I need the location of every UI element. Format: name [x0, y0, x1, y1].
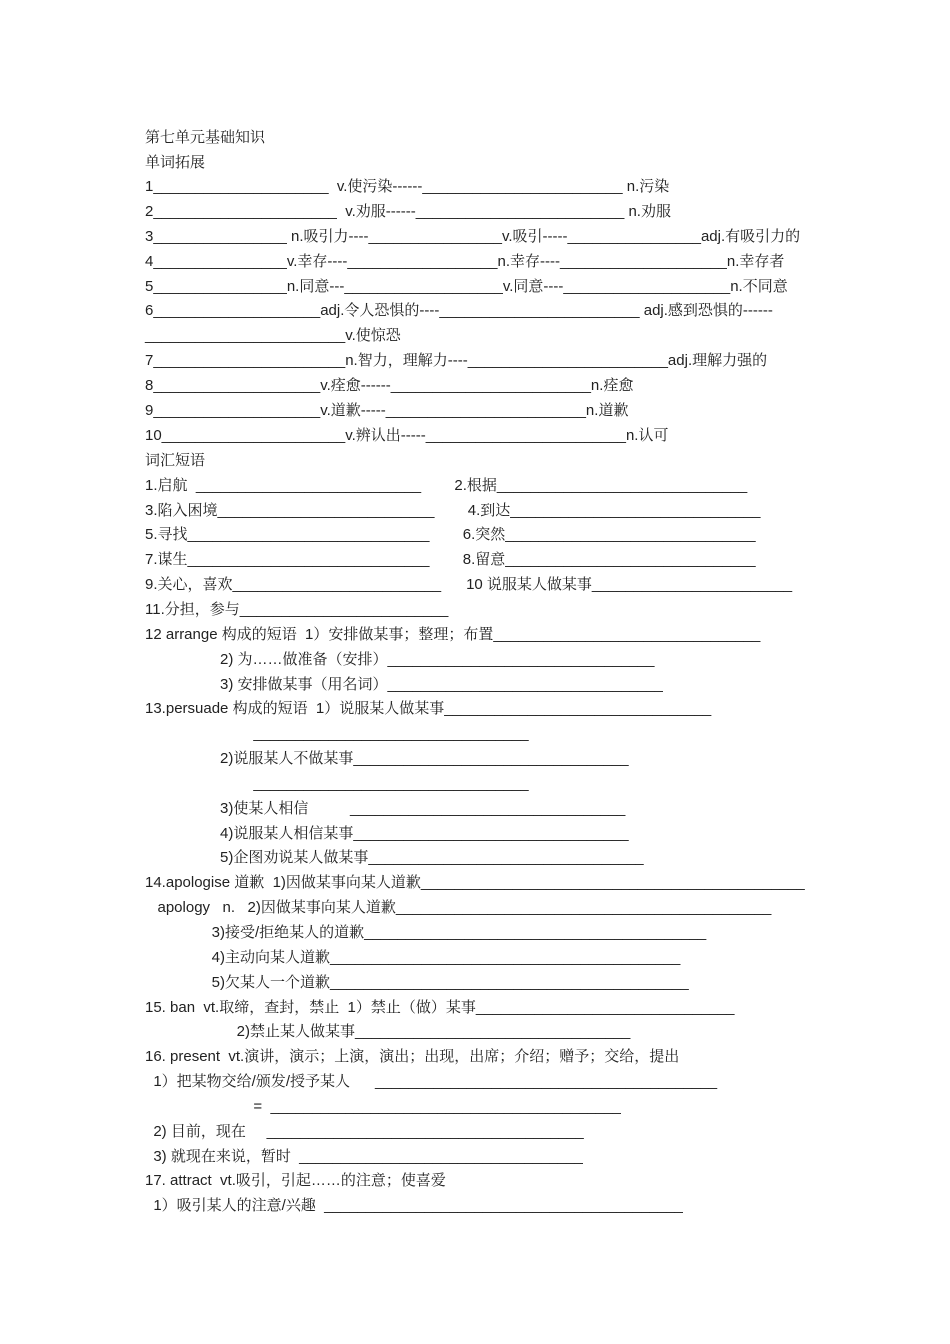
phrase-line: 2)说服某人不做某事_________________________________: [145, 750, 629, 767]
phrase-line: 13.persuade 构成的短语 1）说服某人做某事________________________________: [145, 700, 712, 717]
phrase-line: 3)接受/拒绝某人的道歉_________________________________________: [145, 924, 707, 941]
word-item-2: 2______________________ v.劝服------_________________________ n.劝服: [145, 203, 671, 220]
phrase-line: 15. ban vt.取缔，查封，禁止 1）禁止（做）某事_______________________________: [145, 999, 735, 1016]
word-item-7: 7_______________________n.智力，理解力----________________________adj.理解力强的: [145, 352, 768, 369]
phrase-line: 4)主动向某人道歉__________________________________________: [145, 949, 681, 966]
phrase-line: 11.分担，参与_________________________: [145, 601, 449, 618]
phrase-line: _________________________________: [145, 725, 529, 742]
phrase-line: 14.apologise 道歉 1)因做某事向某人道歉______________________________________________: [145, 874, 805, 891]
phrase-line: 2)禁止某人做某事_________________________________: [145, 1023, 631, 1040]
word-item-1: 1_____________________ v.使污染------________________________ n.污染: [145, 178, 670, 195]
word-item-5: 5________________n.同意---___________________v.同意----____________________n.不同意: [145, 278, 788, 295]
page-title: 第七单元基础知识: [145, 129, 266, 146]
word-item-10: 10______________________v.辨认出-----________________________n.认可: [145, 427, 669, 444]
phrase-line: 5)企图劝说某人做某事_________________________________: [145, 849, 644, 866]
phrase-line: 2) 目前，现在 ______________________________________: [145, 1123, 584, 1140]
word-item-9: 9____________________v.道歉-----________________________n.道歉: [145, 402, 629, 419]
phrase-line: 3) 就现在来说，暂时 __________________________________: [145, 1148, 583, 1165]
word-item-6-continued: ________________________v.使惊恐: [145, 327, 401, 344]
phrase-line: _________________________________: [145, 775, 529, 792]
word-item-8: 8____________________v.痊愈------________________________n.痊愈: [145, 377, 634, 394]
phrase-line: 1）把某物交给/颁发/授予某人 _________________________________________: [145, 1073, 718, 1090]
phrase-line: 2) 为……做准备（安排）________________________________: [145, 651, 655, 668]
phrase-line: 3.陷入困境__________________________ 4.到达______________________________: [145, 502, 761, 519]
phrase-line: 4)说服某人相信某事_________________________________: [145, 825, 629, 842]
phrase-line: 7.谋生_____________________________ 8.留意______________________________: [145, 551, 756, 568]
phrase-line: 1）吸引某人的注意/兴趣 ___________________________________________: [145, 1197, 683, 1214]
phrase-line: 5)欠某人一个道歉___________________________________________: [145, 974, 689, 991]
phrase-line: 1.启航 ___________________________ 2.根据______________________________: [145, 477, 748, 494]
phrase-line: apology n. 2)因做某事向某人道歉_____________________________________________: [145, 899, 772, 916]
phrase-line: 3) 安排做某事（用名词）_________________________________: [145, 676, 663, 693]
word-item-3: 3________________ n.吸引力----________________v.吸引-----________________adj.有吸引力的: [145, 228, 801, 245]
phrase-line: 3)使某人相信 _________________________________: [145, 800, 626, 817]
phrase-line: 16. present vt.演讲，演示；上演，演出；出现，出席；介绍；赠予；交给，提出: [145, 1048, 680, 1065]
word-item-4: 4________________v.幸存----__________________n.幸存----____________________n.幸存者: [145, 253, 785, 270]
phrase-line: 12 arrange 构成的短语 1）安排做某事；整理；布置________________________________: [145, 626, 761, 643]
section-heading-word-expansion: 单词拓展: [145, 154, 206, 171]
phrase-line: = __________________________________________: [145, 1098, 621, 1115]
phrase-line: 5.寻找_____________________________ 6.突然______________________________: [145, 526, 756, 543]
phrase-line: 9.关心，喜欢_________________________ 10 说服某人做某事________________________: [145, 576, 793, 593]
section-heading-phrases: 词汇短语: [145, 452, 206, 469]
phrase-line: 17. attract vt.吸引，引起……的注意；使喜爱: [145, 1172, 446, 1189]
word-item-6: 6____________________adj.令人恐惧的----________________________ adj.感到恐惧的------: [145, 302, 773, 319]
